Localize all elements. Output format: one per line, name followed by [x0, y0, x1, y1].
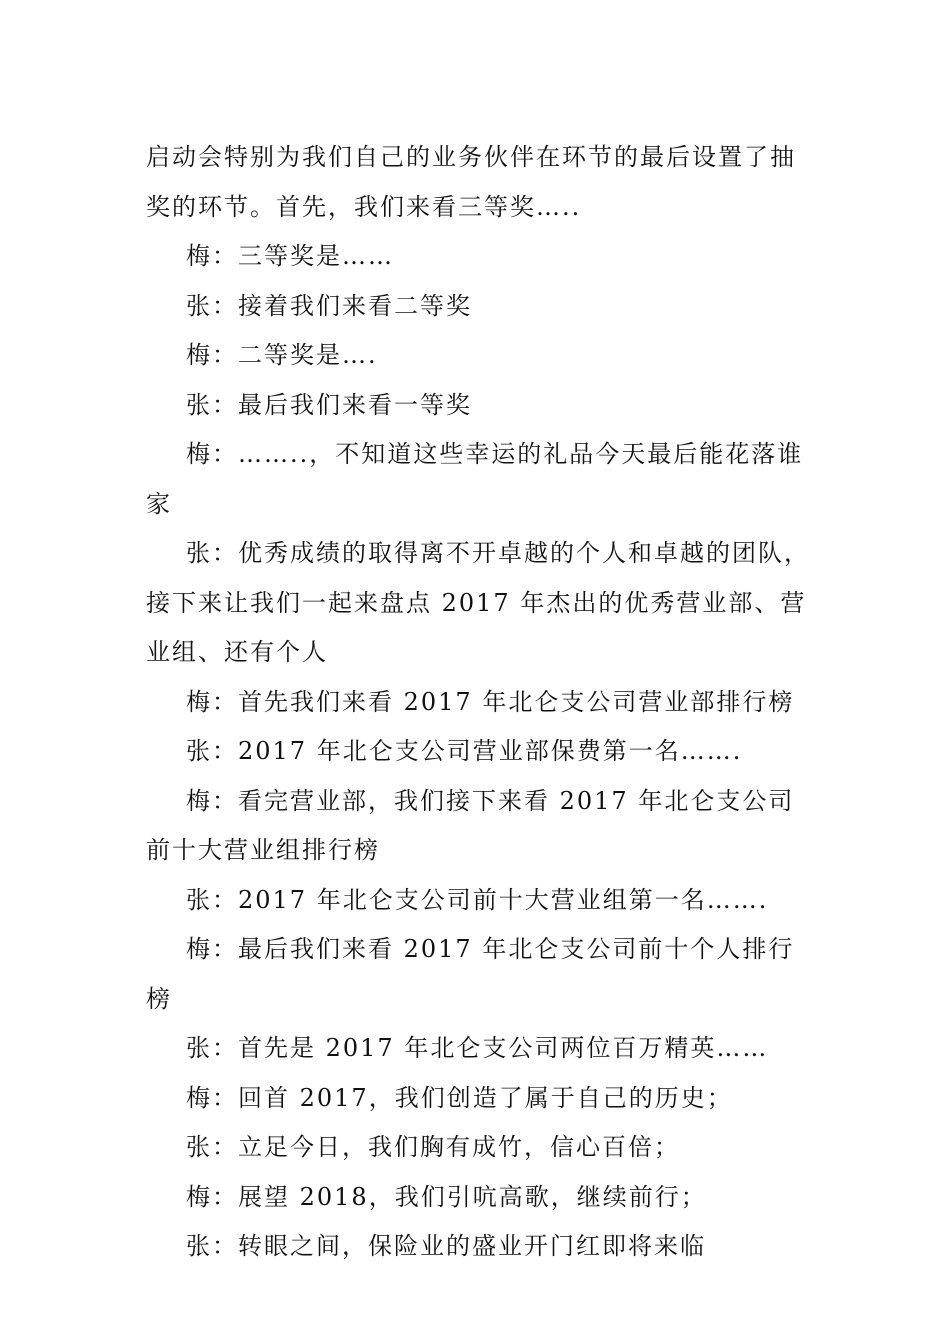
dialogue-line: 梅：看完营业部，我们接下来看 2017 年北仑支公司前十大营业组排行榜 [146, 786, 795, 864]
dialogue-line: 张：最后我们来看一等奖 [186, 390, 472, 419]
dialogue-line: 梅：二等奖是…. [186, 341, 378, 369]
dialogue-line: 张：转眼之间，保险业的盛业开门红即将来临 [186, 1232, 706, 1260]
dialogue-line: 梅：最后我们来看 2017 年北仑支公司前十个人排行榜 [146, 935, 795, 1013]
dialogue-line: 张：2017 年北仑支公司前十大营业组第一名……. [186, 885, 769, 914]
dialogue-line: 梅：首先我们来看 2017 年北仑支公司营业部排行榜 [186, 687, 795, 716]
dialogue-line: 梅：展望 2018，我们引吭高歌，继续前行； [186, 1182, 707, 1211]
dialogue-line: 张：优秀成绩的取得离不开卓越的个人和卓越的团队，接下来让我们一起来盘点 2017 年杰出的优秀营业部、营业组、还有个人 [146, 539, 810, 666]
dialogue-line: 梅：……..，不知道这些幸运的礼品今天最后能花落谁家 [146, 440, 804, 518]
dialogue-line: 张：立足今日，我们胸有成竹，信心百倍； [186, 1133, 680, 1161]
dialogue-line: 张：2017 年北仑支公司营业部保费第一名……. [186, 737, 743, 765]
dialogue-line: 张：首先是 2017 年北仑支公司两位百万精英…… [186, 1034, 769, 1062]
paragraph: 启动会特别为我们自己的业务伙伴在环节的最后设置了抽奖的环节。首先，我们来看三等奖….. [146, 143, 796, 221]
dialogue-line: 张：接着我们来看二等奖 [186, 291, 472, 320]
dialogue-line: 梅：回首 2017，我们创造了属于自己的历史； [186, 1083, 733, 1112]
dialogue-line: 梅：三等奖是…… [186, 242, 394, 270]
document-body [146, 133, 810, 1272]
